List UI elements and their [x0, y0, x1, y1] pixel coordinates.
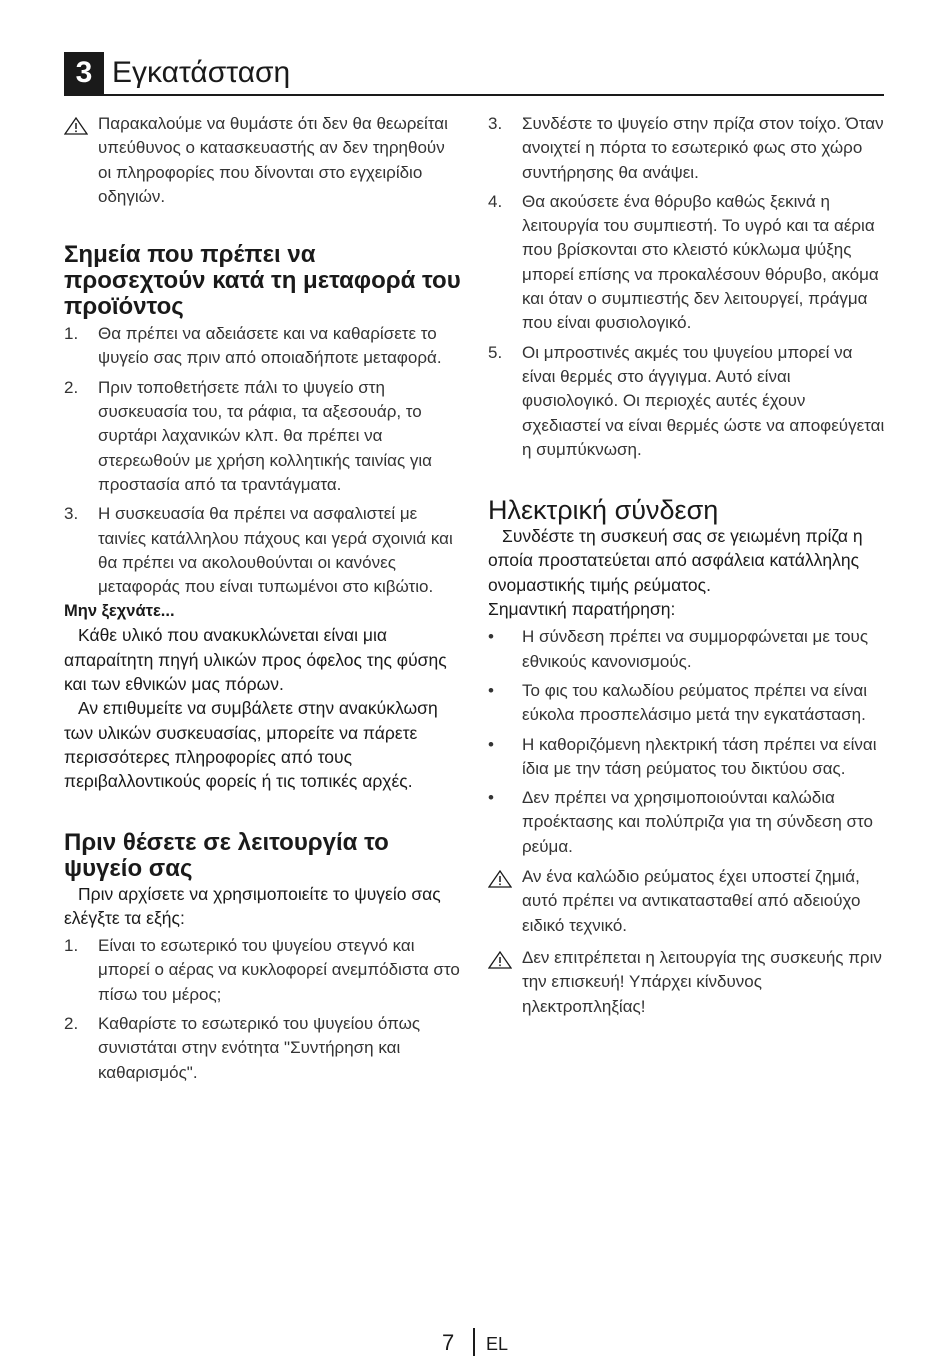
bullet-symbol: • — [488, 734, 494, 754]
bullet-symbol: • — [488, 788, 494, 808]
item-number: 2. — [64, 377, 79, 397]
warning-text: Δεν επιτρέπεται η λειτουργία της συσκευής πριν την επισκευή! Υπάρχει κίνδυνος ηλεκτροπληξίας! — [522, 947, 882, 1016]
list-item — [64, 376, 462, 497]
list-item — [488, 190, 886, 336]
item-number: 3. — [64, 504, 79, 524]
warning-text: Αν ένα καλώδιο ρεύματος έχει υποστεί ζημιά, αυτό πρέπει να αντικατασταθεί από αδειούχο ειδικό τεχνικό. — [522, 867, 861, 935]
electrical-heading: Ηλεκτρική σύνδεση — [488, 495, 719, 526]
item-number: 4. — [488, 191, 503, 211]
recycle-paragraph-1: Κάθε υλικό που ανακυκλώνεται είναι μια απαραίτητη πηγή υλικών προς όφελος της φύσης και των εθνικών μας πόρων. — [64, 625, 447, 695]
manufacturer-warning — [64, 112, 462, 209]
chapter-title: Εγκατάσταση — [112, 56, 291, 89]
transport-heading: Σημεία που πρέπει να προσεχτούν κατά τη μεταφορά του προϊόντος — [64, 241, 461, 321]
transport-list — [64, 322, 462, 599]
chapter-header — [64, 52, 884, 96]
item-number: 3. — [488, 114, 503, 133]
bullet-item — [488, 625, 886, 674]
repair-warning — [488, 946, 886, 1019]
list-item — [488, 112, 886, 185]
bullet-text: Η καθοριζόμενη ηλεκτρική τάση πρέπει να είναι ίδια με την τάση ρεύματος του δικτύου σας. — [522, 734, 877, 778]
remember-label: Μην ξεχνάτε... — [64, 602, 175, 621]
bullet-text: Το φις του καλωδίου ρεύματος πρέπει να είναι εύκολα προσπελάσιμο μετά την εγκατάσταση. — [522, 680, 868, 725]
electrical-bullets — [488, 625, 886, 859]
warning-triangle-icon — [488, 946, 522, 976]
cable-damage-warning — [488, 865, 886, 938]
important-label: Σημαντική παρατήρηση: — [488, 599, 676, 620]
before-use-intro: Πριν αρχίσετε να χρησιμοποιείτε το ψυγείο σας ελέγξτε τα εξής: — [64, 883, 441, 928]
item-text: Θα πρέπει να αδειάσετε και να καθαρίσετε το ψυγείο σας πριν από οποιαδήποτε μεταφορά. — [98, 324, 442, 368]
before-use-list — [64, 934, 462, 1085]
bullet-symbol: • — [488, 680, 494, 700]
item-number: 1. — [64, 324, 79, 344]
language-code: EL — [486, 1334, 509, 1354]
warning-text: Παρακαλούμε να θυμάστε ότι δεν θα θεωρείται υπεύθυνος ο κατασκευαστής αν δεν τηρηθούν οι πληροφορίες που δίνονται στο εγχειρίδιο οδηγιών. — [98, 114, 448, 206]
chapter-number-badge: 3 — [64, 52, 104, 94]
bullet-item — [488, 733, 886, 782]
before-use-list-continued — [488, 112, 886, 462]
page-footer — [0, 1328, 950, 1358]
list-item — [64, 322, 462, 371]
list-item — [64, 934, 462, 1007]
warning-triangle-icon — [64, 112, 98, 142]
item-text: Θα ακούσετε ένα θόρυβο καθώς ξεκινά η λειτουργία του συμπιεστή. Το υγρό και τα αέρια που βρίσκονται στο κλειστό κύκλωμα ψύξης μπορεί επίσης να προκαλέσουν θόρυβο, ακόμα και όταν ο συμπιεστής δεν λειτουργεί, πράγμα που είναι φυσιολογικό. — [522, 191, 879, 333]
item-text: Είναι το εσωτερικό του ψυγείου στεγνό και μπορεί ο αέρας να κυκλοφορεί ανεμπόδιστα στο πίσω του μέρος; — [98, 936, 460, 1004]
list-item — [64, 1012, 462, 1085]
item-number: 2. — [64, 1014, 79, 1034]
list-item — [488, 341, 886, 462]
left-column — [64, 112, 462, 1085]
bullet-symbol: • — [488, 627, 494, 647]
before-use-heading: Πριν θέσετε σε λειτουργία το ψυγείο σας — [64, 828, 389, 882]
item-number: 5. — [488, 342, 503, 362]
bullet-text: Η σύνδεση πρέπει να συμμορφώνεται με τους εθνικούς κανονισμούς. — [522, 627, 869, 671]
item-text: Οι μπροστινές ακμές του ψυγείου μπορεί να είναι θερμές στο άγγιγμα. Αυτό είναι φυσιολογικό. Οι περιοχές αυτές έχουν σχεδιαστεί να είναι θερμές ώστε να αποφεύγεται η συμπύκνωση. — [522, 342, 885, 459]
item-number: 1. — [64, 936, 79, 956]
recycle-paragraph-2: Αν επιθυμείτε να συμβάλετε στην ανακύκλωση των υλικών συσκευασίας, μπορείτε να πάρετε περισσότερες πληροφορίες από τους περιβαλλοντικούς φορείς ή τις τοπικές αρχές. — [64, 698, 438, 792]
item-text: Η συσκευασία θα πρέπει να ασφαλιστεί με ταινίες κατάλληλου πάχους και γερά σχοινιά και θα πρέπει να ακολουθούνται οι κανόνες μεταφοράς που είναι τυπωμένοι στο κιβώτιο. — [98, 504, 453, 597]
warning-triangle-icon — [488, 865, 522, 895]
item-text: Πριν τοποθετήσετε πάλι το ψυγείο στη συσκευασία του, τα ράφια, τα αξεσουάρ, το συρτάρι λαχανικών κλπ. θα πρέπει να στερεωθούν με χρήση κολλητικής ταινίας για προστασία από τα τραντάγματα. — [98, 377, 432, 494]
bullet-item — [488, 679, 886, 728]
item-text: Καθαρίστε το εσωτερικό του ψυγείου όπως συνιστάται στην ενότητα "Συντήρηση και καθαρισμός". — [98, 1014, 421, 1082]
right-column — [488, 112, 886, 1019]
page-number: 7 — [442, 1330, 455, 1355]
footer-divider — [473, 1328, 475, 1356]
list-item — [64, 502, 462, 599]
bullet-text: Δεν πρέπει να χρησιμοποιούνται καλώδια προέκτασης και πολύπριζα για τη σύνδεση στο ρεύμα. — [522, 788, 873, 856]
electrical-intro: Συνδέστε τη συσκευή σας σε γειωμένη πρίζα η οποία προστατεύεται από ασφάλεια κατάλληλης ονομαστικής τιμής ρεύματος. — [488, 526, 863, 595]
bullet-item — [488, 786, 886, 859]
item-text: Συνδέστε το ψυγείο στην πρίζα στον τοίχο. Όταν ανοιχτεί η πόρτα το εσωτερικό φως στο χώρο συντήρησης θα ανάψει. — [522, 114, 884, 182]
